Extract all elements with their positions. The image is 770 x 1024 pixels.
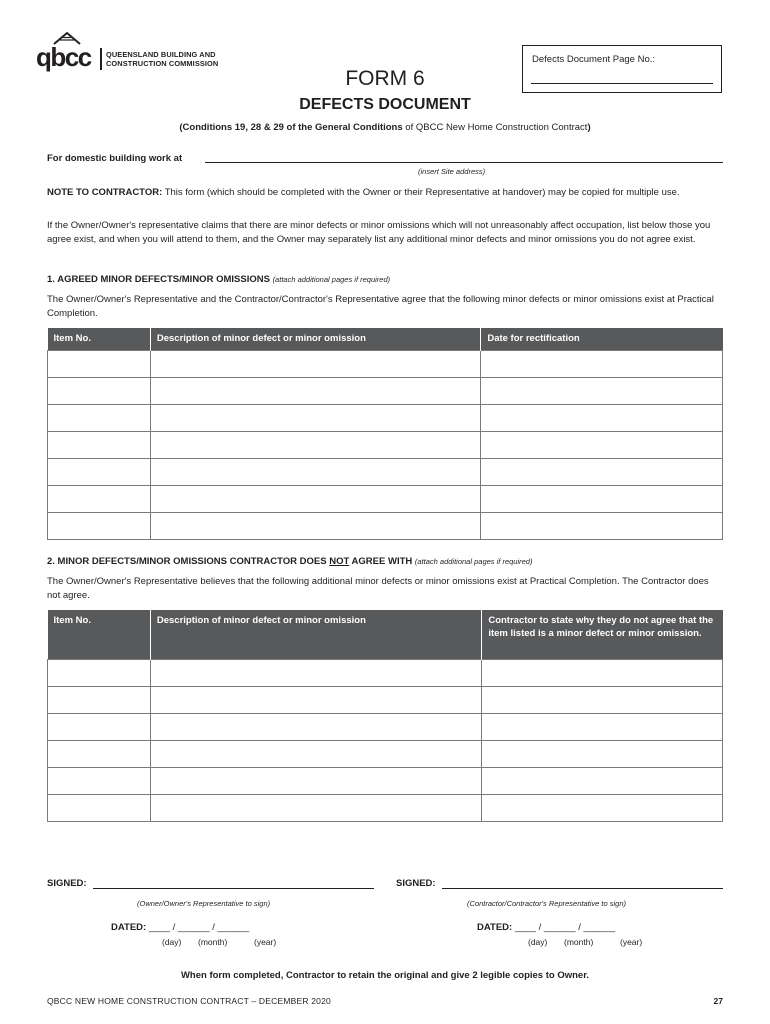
item-no-cell[interactable]: [48, 404, 151, 431]
column-header-item-no: Item No.: [48, 328, 151, 350]
section2-hint: (attach additional pages if required): [414, 557, 533, 566]
column-header-description: Description of minor defect or minor omission: [150, 328, 480, 350]
table-header-row: [48, 328, 723, 350]
column-header-description: Description of minor defect or minor omission: [150, 610, 481, 659]
owner-month-hint: (month): [198, 937, 228, 947]
table-row: [48, 350, 723, 377]
contractor-signature-hint: (Contractor/Contractor's Representative to sign): [467, 899, 626, 908]
contractor-signature-row: [396, 878, 723, 890]
description-cell[interactable]: [150, 431, 480, 458]
contract-footer: QBCC NEW HOME CONSTRUCTION CONTRACT – DECEMBER 2020: [47, 996, 331, 1006]
date-cell[interactable]: [481, 431, 723, 458]
item-no-cell[interactable]: [48, 767, 151, 794]
column-header-contractor-reason: Contractor to state why they do not agree that the item listed is a minor defect or minor omission.: [482, 610, 723, 659]
table-row: [48, 485, 723, 512]
completion-instruction: When form completed, Contractor to retain the original and give 2 legible copies to Owner.: [180, 970, 590, 981]
table-row: [48, 713, 723, 740]
table-row: [48, 512, 723, 539]
owner-signature-field[interactable]: [93, 888, 374, 889]
date-cell[interactable]: [481, 512, 723, 539]
item-no-cell[interactable]: [48, 686, 151, 713]
column-header-item-no: Item No.: [48, 610, 151, 659]
site-address-label: For domestic building work at: [47, 153, 183, 164]
item-no-cell[interactable]: [48, 431, 151, 458]
section2-heading: [47, 556, 532, 567]
item-no-cell[interactable]: [48, 485, 151, 512]
description-cell[interactable]: [150, 740, 481, 767]
reason-cell[interactable]: [482, 713, 723, 740]
description-cell[interactable]: [150, 377, 480, 404]
description-cell[interactable]: [150, 713, 481, 740]
conditions-bold: Conditions 19, 28 & 29 of the General Conditions: [182, 122, 403, 133]
contractor-year-hint: (year): [620, 937, 643, 947]
section1-heading: [47, 274, 390, 285]
description-cell[interactable]: [150, 350, 480, 377]
owner-date-field[interactable]: ____ / ______ / ______: [148, 922, 250, 933]
note-text: This form (which should be completed with the Owner or their Representative at handover) may be copied for multiple use.: [162, 187, 680, 198]
agreed-defects-table: [47, 328, 723, 540]
item-no-cell[interactable]: [48, 740, 151, 767]
date-cell[interactable]: [481, 458, 723, 485]
date-cell[interactable]: [481, 377, 723, 404]
table-row: [48, 767, 723, 794]
item-no-cell[interactable]: [48, 350, 151, 377]
table-row: [48, 686, 723, 713]
section2-text: The Owner/Owner's Representative believes that the following additional minor defects or minor omissions exist at Practical Completion. The Contractor does not agree.: [47, 576, 709, 601]
reason-cell[interactable]: [482, 794, 723, 821]
contractor-signed-label: SIGNED:: [396, 878, 436, 889]
item-no-cell[interactable]: [48, 458, 151, 485]
column-header-date: Date for rectification: [481, 328, 723, 350]
table-row: [48, 740, 723, 767]
contractor-day-hint: (day): [528, 937, 548, 947]
contractor-date-row[interactable]: [477, 922, 615, 933]
section2-heading-a: 2. MINOR DEFECTS/MINOR OMISSIONS CONTRACTOR DOES: [47, 556, 330, 567]
conditions-open: (: [179, 122, 183, 133]
description-cell[interactable]: [150, 485, 480, 512]
contractor-signature-field[interactable]: [442, 888, 723, 889]
owner-signature-hint: (Owner/Owner's Representative to sign): [137, 899, 271, 908]
page-number-label: Defects Document Page No.:: [532, 54, 656, 65]
table-row: [48, 794, 723, 821]
site-address-field[interactable]: [205, 162, 723, 163]
item-no-cell[interactable]: [48, 713, 151, 740]
conditions-reference: [0, 122, 770, 133]
owner-date-row[interactable]: [111, 922, 249, 933]
description-cell[interactable]: [150, 794, 481, 821]
section2-heading-b: AGREE WITH: [349, 556, 413, 567]
form-title: FORM 6: [345, 67, 425, 90]
table-row: [48, 431, 723, 458]
table-row: [48, 458, 723, 485]
owner-signature-row: [47, 878, 374, 890]
table-header-row: [48, 610, 723, 659]
logo-text-line2: CONSTRUCTION COMMISSION: [106, 59, 219, 68]
site-address-row: [47, 153, 723, 165]
item-no-cell[interactable]: [48, 794, 151, 821]
item-no-cell[interactable]: [48, 377, 151, 404]
owner-day-hint: (day): [162, 937, 182, 947]
contractor-dated-label: DATED:: [477, 922, 513, 933]
table-row: [48, 404, 723, 431]
reason-cell[interactable]: [482, 740, 723, 767]
description-cell[interactable]: [150, 458, 480, 485]
reason-cell[interactable]: [482, 659, 723, 686]
description-cell[interactable]: [150, 767, 481, 794]
reason-cell[interactable]: [482, 686, 723, 713]
description-cell[interactable]: [150, 404, 480, 431]
date-cell[interactable]: [481, 485, 723, 512]
table-row: [48, 659, 723, 686]
table-row: [48, 377, 723, 404]
description-cell[interactable]: [150, 659, 481, 686]
note-to-contractor: [47, 186, 723, 200]
site-address-hint: (insert Site address): [418, 167, 486, 176]
logo-text-line1: QUEENSLAND BUILDING AND: [106, 50, 216, 59]
contractor-date-field[interactable]: ____ / ______ / ______: [514, 922, 616, 933]
note-label: NOTE TO CONTRACTOR:: [47, 187, 163, 198]
contractor-month-hint: (month): [564, 937, 594, 947]
claims-paragraph: If the Owner/Owner's representative claims that there are minor defects or minor omissions which will not unreasonably affect occupation, list below those you agree exist, and when you will attend to them, and the Owner may separately list any additional minor defects and minor omissions you do not agree exist.: [47, 220, 711, 245]
date-cell[interactable]: [481, 350, 723, 377]
conditions-rest: of QBCC New Home Construction Contract: [402, 122, 588, 133]
description-cell[interactable]: [150, 686, 481, 713]
form-subtitle: DEFECTS DOCUMENT: [299, 96, 471, 113]
logo-text: [106, 50, 218, 68]
disputed-defects-table: [47, 610, 723, 822]
page-number: 27: [713, 996, 723, 1006]
section1-heading-text: 1. AGREED MINOR DEFECTS/MINOR OMISSIONS: [47, 274, 270, 285]
reason-cell[interactable]: [482, 767, 723, 794]
section2-heading-not: NOT: [329, 556, 350, 567]
owner-signed-label: SIGNED:: [47, 878, 87, 889]
section1-text: The Owner/Owner's Representative and the Contractor/Contractor's Representative agree that the following minor defects or minor omissions exist at Practical Completion.: [47, 294, 714, 319]
description-cell[interactable]: [150, 512, 480, 539]
item-no-cell[interactable]: [48, 659, 151, 686]
date-cell[interactable]: [481, 404, 723, 431]
owner-dated-label: DATED:: [111, 922, 147, 933]
logo-wordmark: qbcc: [36, 42, 91, 72]
item-no-cell[interactable]: [48, 512, 151, 539]
conditions-close: ): [587, 122, 591, 133]
owner-year-hint: (year): [254, 937, 277, 947]
section1-hint: (attach additional pages if required): [272, 275, 391, 284]
